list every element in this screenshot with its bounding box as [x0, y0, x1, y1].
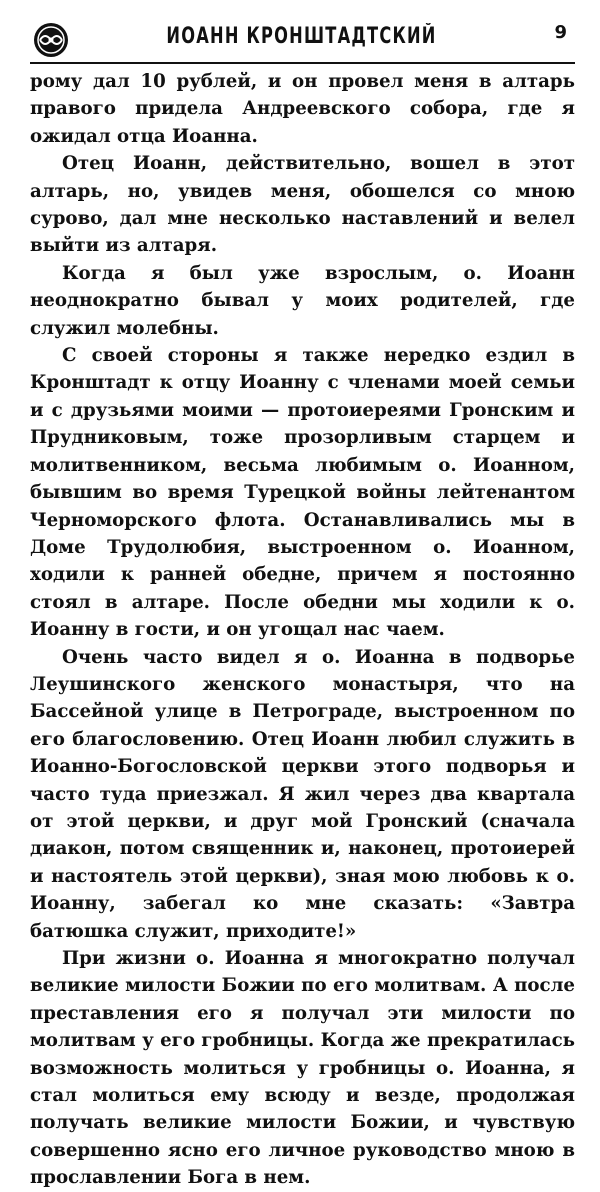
paragraph: Очень часто видел я о. Иоанна в подворье Леушинского женского монастыря, что на Бассейной улице в Петрограде, выстроенном по его благословению. Отец Иоанн любил служить в Иоанно-Богословской церкви этого подворья и часто туда приезжал. Я жил через два квартала от этой церкви, и друг мой Гронский (сначала диакон, потом священник и, наконец, протоиерей и настоятель этой церкви), зная мою любовь к о. Иоанну, забегал ко мне сказать: «Завтра батюшка служит, приходите!»: [30, 646, 575, 942]
body-text: [30, 68, 575, 1192]
running-header: [30, 18, 575, 64]
paragraph: Когда я был уже взрослым, о. Иоанн неоднократно бывал у моих родителей, где служил молебны.: [30, 262, 575, 339]
running-title: ИОАНН КРОНШТАДТСКИЙ: [166, 24, 437, 49]
paragraph: При жизни о. Иоанна я многократно получал великие милости Божии по его молитвам. А после преставления его я получал эти милости по молитвам у его гробницы. Когда же прекратилась возможность молиться у гробницы о. Иоанна, я стал молиться ему всюду и везде, продолжая получать великие милости Божии, и чувствую совершенно ясно его личное руководство мною в прославлении Бога в нем.: [30, 948, 575, 1189]
ornamental-emblem-icon: [32, 21, 70, 59]
header-rule: [30, 62, 575, 64]
paragraph: Отец Иоанн, действительно, вошел в этот алтарь, но, увидев меня, обошелся со мною сурово, дал мне несколько наставлений и велел выйти из алтаря.: [30, 153, 575, 257]
paragraph: С своей стороны я также нередко ездил в Кронштадт к отцу Иоанну с членами моей семьи и с друзьями моими — протоиереями Гронским и Прудниковым, тоже прозорливым старцем и молитвенником, весьма любимым о. Иоанном, бывшим во время Турецкой войны лейтенантом Черноморского флота. Останавливались мы в Доме Трудолюбия, выстроенном о. Иоанном, ходили к ранней обедне, причем я постоянно стоял в алтаре. После обедни мы ходили к о. Иоанну в гости, и он угощал нас чаем.: [30, 345, 575, 641]
paragraph: рому дал 10 рублей, и он провел меня в алтарь правого придела Андреевского собора, где я ожидал отца Иоанна.: [30, 71, 575, 147]
page-number: 9: [554, 22, 567, 43]
